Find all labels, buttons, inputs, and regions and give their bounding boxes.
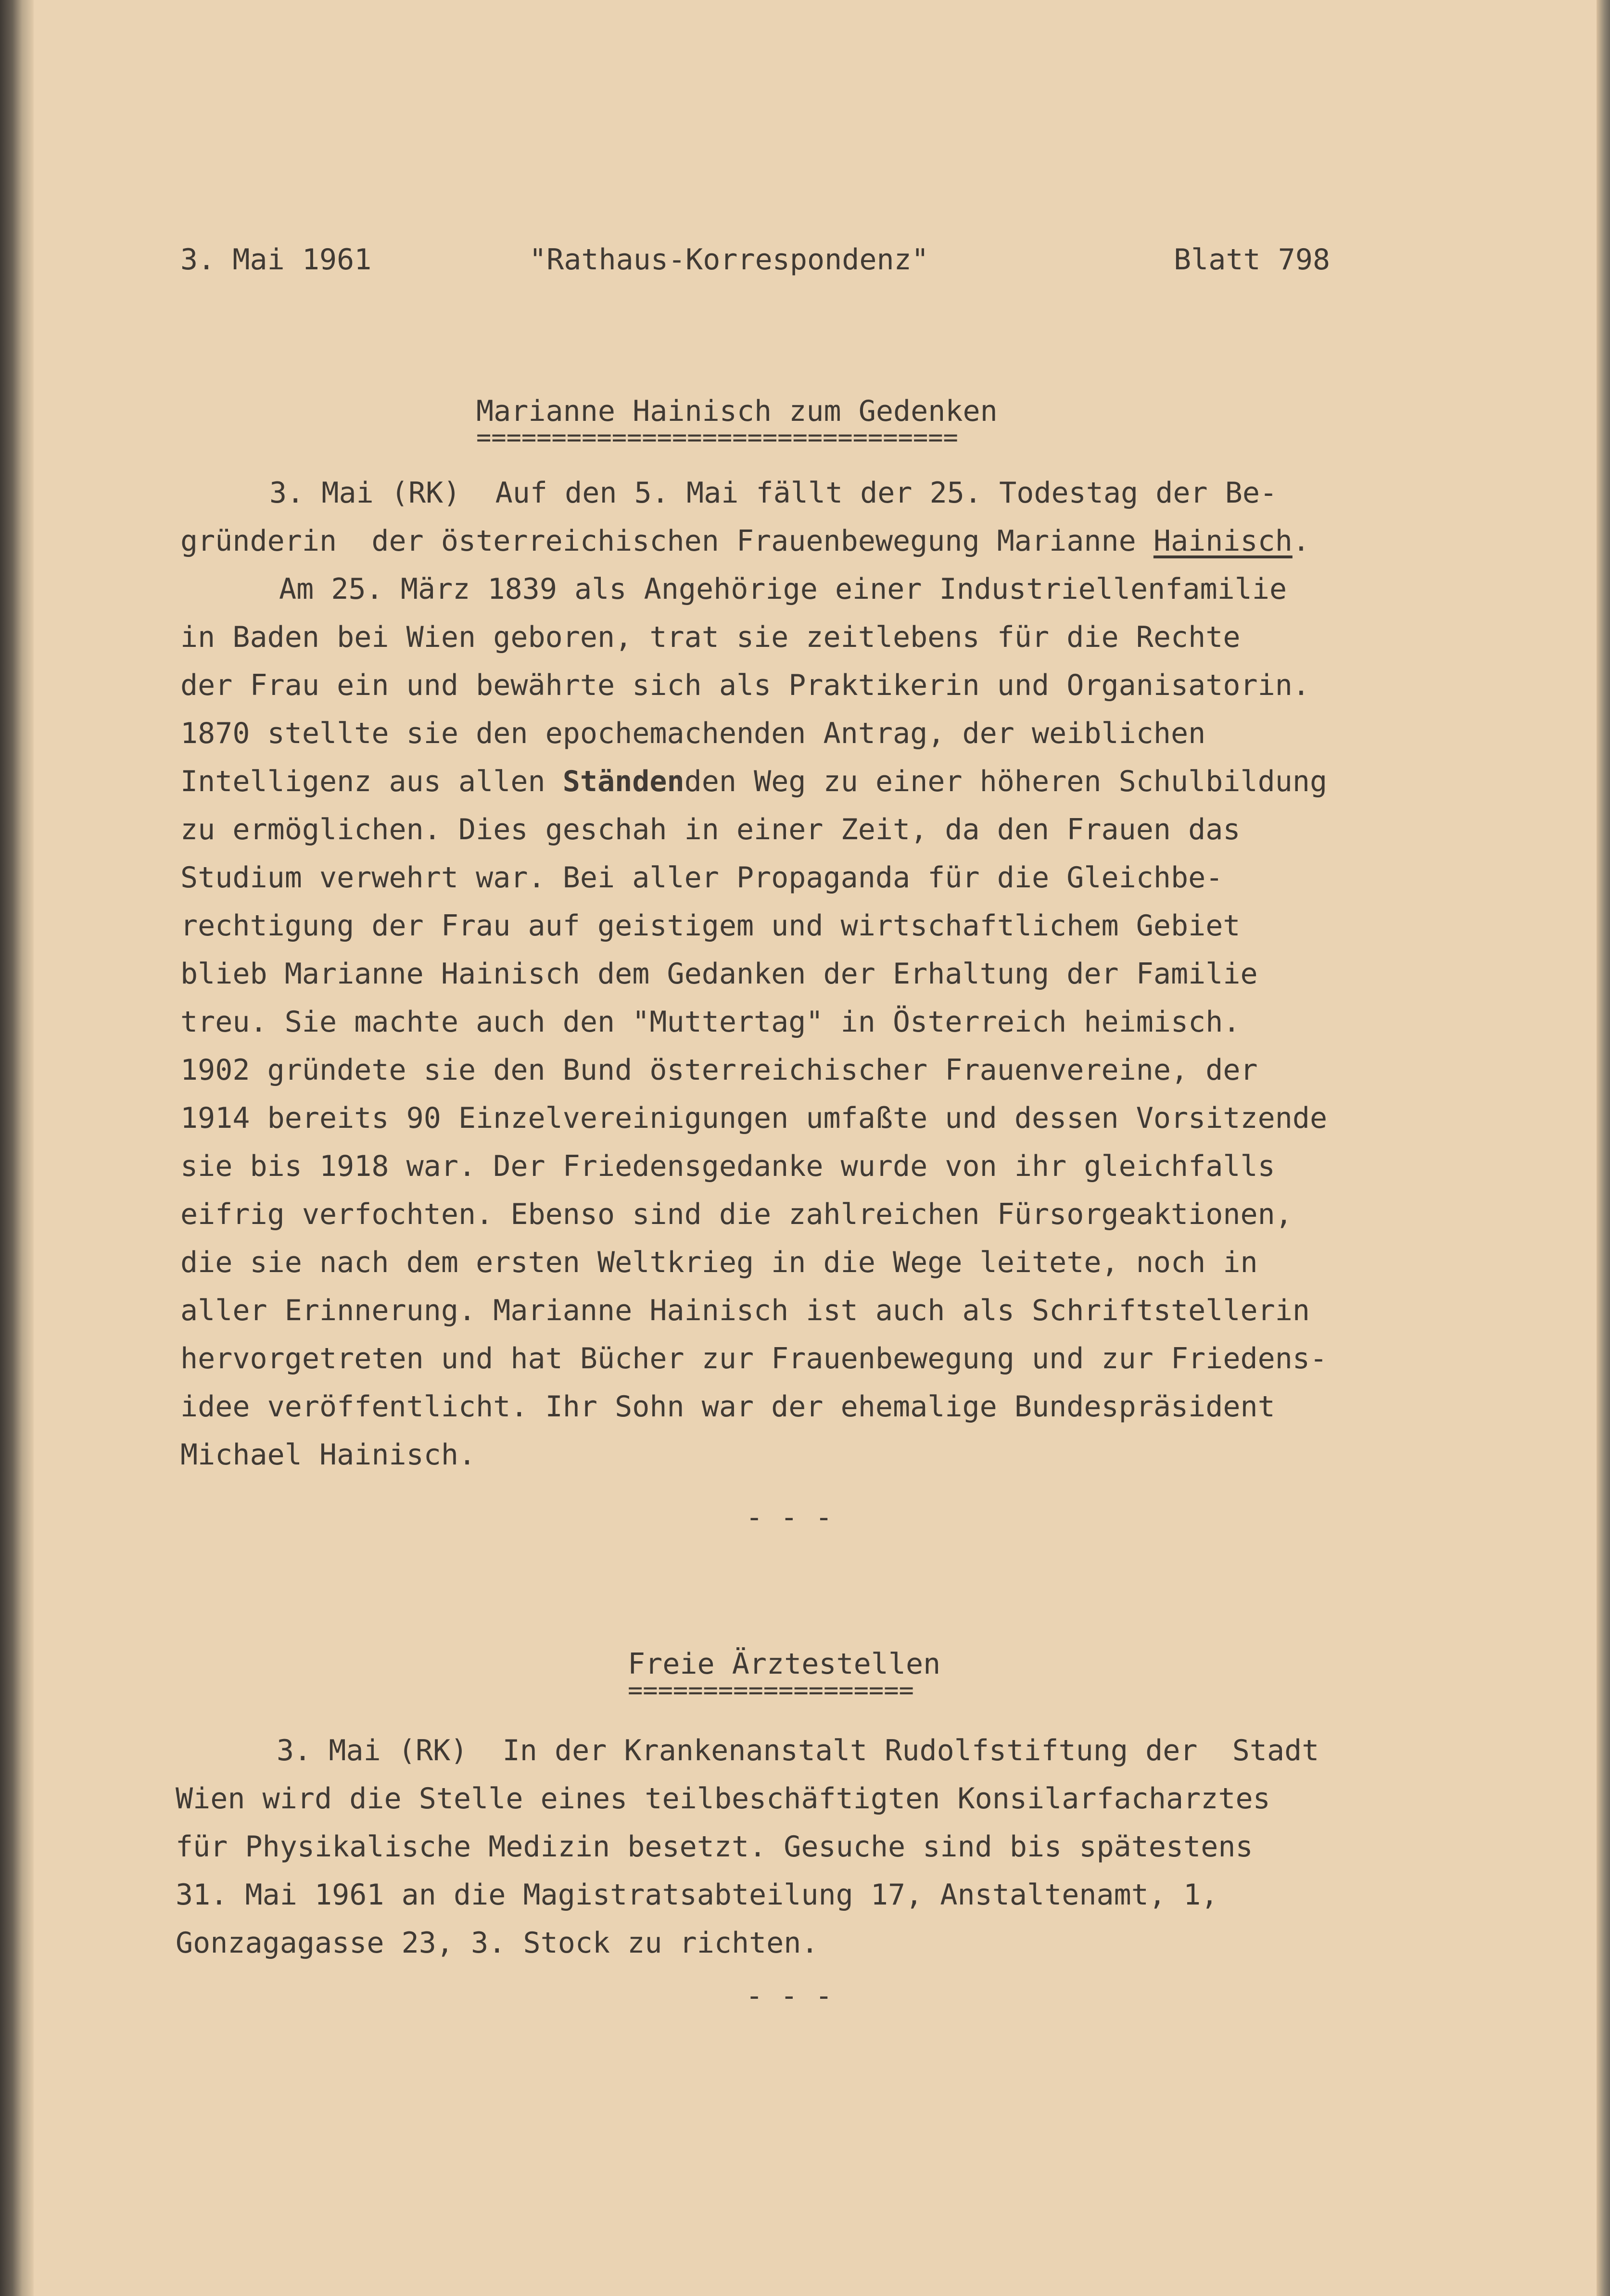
article1-line: hervorgetreten und hat Bücher zur Frauenbewegung und zur Friedens- [180, 1342, 1328, 1375]
article1-separator: - - - [746, 1501, 833, 1534]
article1-line: 1902 gründete sie den Bund österreichischer Frauenvereine, der [180, 1053, 1258, 1087]
article2-separator: - - - [746, 1979, 833, 2013]
article2-line: 3. Mai (RK) In der Krankenanstalt Rudolfstiftung der Stadt [277, 1734, 1319, 1767]
binding-shadow [0, 0, 34, 2296]
header-date: 3. Mai 1961 [180, 243, 372, 277]
article2-line: Wien wird die Stelle eines teilbeschäftigten Konsilarfacharztes [176, 1782, 1270, 1816]
article2-title-underline: =================== [628, 1676, 914, 1705]
header-page-number: Blatt 798 [1174, 243, 1331, 277]
article1-line: rechtigung der Frau auf geistigem und wirtschaftlichem Gebiet [180, 909, 1241, 943]
article1-line: 1870 stellte sie den epochemachenden Antrag, der weiblichen [180, 717, 1206, 750]
page-edge [1597, 0, 1610, 2296]
article2-line: 31. Mai 1961 an die Magistratsabteilung 17, Anstaltenamt, 1, [176, 1878, 1218, 1912]
article1-line: die sie nach dem ersten Weltkrieg in die Wege leitete, noch in [180, 1246, 1258, 1279]
article1-line: gründerin der österreichischen Frauenbewegung Marianne Hainisch. [180, 524, 1310, 558]
article2-line: für Physikalische Medizin besetzt. Gesuche sind bis spätestens [176, 1830, 1253, 1864]
article1-line: sie bis 1918 war. Der Friedensgedanke wurde von ihr gleichfalls [180, 1149, 1275, 1183]
article1-line: Michael Hainisch. [180, 1438, 476, 1472]
article1-line: eifrig verfochten. Ebenso sind die zahlreichen Fürsorgeaktionen, [180, 1198, 1293, 1231]
article1-line: treu. Sie machte auch den "Muttertag" in Österreich heimisch. [180, 1005, 1241, 1039]
header-publication: "Rathaus-Korrespondenz" [529, 243, 929, 277]
article1-line: Studium verwehrt war. Bei aller Propaganda für die Gleichbe- [180, 861, 1223, 895]
article1-line: aller Erinnerung. Marianne Hainisch ist auch als Schriftstellerin [180, 1294, 1310, 1327]
article1-line: zu ermöglichen. Dies geschah in einer Zeit, da den Frauen das [180, 813, 1241, 846]
staenden-bold: Ständen [562, 765, 685, 798]
article1-line-prefix: gründerin der österreichischen Frauenbewegung Marianne [180, 524, 1154, 558]
article1-title: Marianne Hainisch zum Gedenken [476, 394, 998, 428]
hainisch-underlined: Hainisch [1153, 524, 1293, 558]
article2-title: Freie Ärztestellen [628, 1647, 941, 1681]
article1-line: der Frau ein und bewährte sich als Praktikerin und Organisatorin. [180, 669, 1310, 702]
article1-title-underline: ================================ [476, 423, 958, 452]
article1-line: idee veröffentlicht. Ihr Sohn war der ehemalige Bundespräsident [180, 1390, 1275, 1424]
article1-line: 1914 bereits 90 Einzelvereinigungen umfaßte und dessen Vorsitzende [180, 1101, 1328, 1135]
article1-line: Am 25. März 1839 als Angehörige einer Industriellenfamilie [279, 572, 1287, 606]
article1-line: 3. Mai (RK) Auf den 5. Mai fällt der 25. Todestag der Be- [269, 476, 1278, 510]
article1-line: Intelligenz aus allen Ständenden Weg zu einer höheren Schulbildung [180, 765, 1328, 798]
article1-line: in Baden bei Wien geboren, trat sie zeitlebens für die Rechte [180, 620, 1241, 654]
article1-line: blieb Marianne Hainisch dem Gedanken der Erhaltung der Familie [180, 957, 1258, 991]
article2-line: Gonzagagasse 23, 3. Stock zu richten. [176, 1926, 819, 1960]
